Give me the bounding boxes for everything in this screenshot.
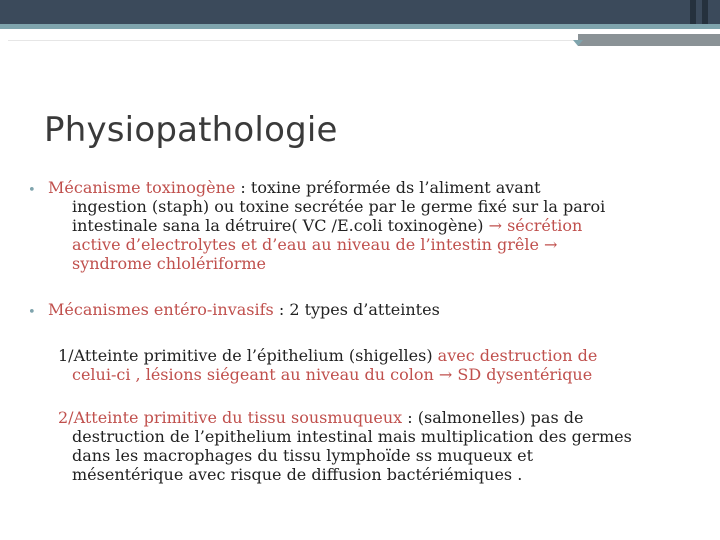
text-run: ingestion (staph) ou toxine secrétée par le germe fixé sur la paroi <box>72 197 606 216</box>
header-accent-triangle <box>573 40 583 46</box>
accent-line <box>0 24 720 29</box>
line <box>58 408 583 427</box>
line <box>72 465 632 484</box>
text-run: active d’electrolytes et d’eau au niveau de l’intestin grêle → <box>72 235 558 254</box>
text-run: avec destruction de <box>432 346 598 365</box>
line <box>48 300 440 319</box>
top-bar-segment <box>702 0 708 24</box>
text-run: destruction de l’epithelium intestinal mais multiplication des germes <box>72 427 632 446</box>
line <box>72 427 632 446</box>
text-run: Mécanisme toxinogène <box>48 178 236 197</box>
text-run: → SD dysentérique <box>438 365 593 384</box>
line <box>72 365 592 384</box>
text-run: → sécrétion <box>488 216 583 235</box>
line <box>72 197 605 216</box>
top-bar-segment <box>690 0 696 24</box>
slide-title: Physiopathologie <box>44 110 338 150</box>
line <box>48 178 541 197</box>
atteinte-sousmuqueux <box>58 408 583 427</box>
text-run: Mécanismes entéro-invasifs <box>48 300 274 319</box>
line <box>72 254 605 273</box>
slide-top-bar <box>0 0 720 24</box>
bullet-marker: • <box>28 305 36 320</box>
text-run: 1/Atteinte primitive de l’épithelium <box>58 346 349 365</box>
text-run: : 2 types d’atteintes <box>273 300 440 319</box>
line <box>58 346 597 365</box>
text-run: dans les macrophages du tissu lymphoïde ss muqueux et <box>72 446 534 465</box>
header-accent-block <box>578 34 720 46</box>
line <box>72 235 605 254</box>
atteinte-epithelium <box>58 346 597 365</box>
bullet-marker: • <box>28 183 36 198</box>
text-run: (shigelles) <box>348 346 433 365</box>
text-run: intestinale sana la détruire( VC /E.coli toxinogène) <box>72 216 489 235</box>
text-run: : toxine préformée ds l’aliment avant <box>235 178 541 197</box>
text-run: celui-ci , lésions siégeant au niveau du colon <box>72 365 439 384</box>
bullet-entero-invasifs <box>48 300 440 319</box>
bullet-toxinogene <box>48 178 541 197</box>
text-run: syndrome chlolériforme <box>72 254 267 273</box>
line <box>72 446 632 465</box>
header-rule <box>8 40 578 41</box>
text-run: 2/Atteinte primitive du tissu sousmuqueux <box>58 408 403 427</box>
text-run: mésentérique avec risque de diffusion bactériémiques . <box>72 465 523 484</box>
line <box>72 216 605 235</box>
text-run: : (salmonelles) pas de <box>402 408 584 427</box>
